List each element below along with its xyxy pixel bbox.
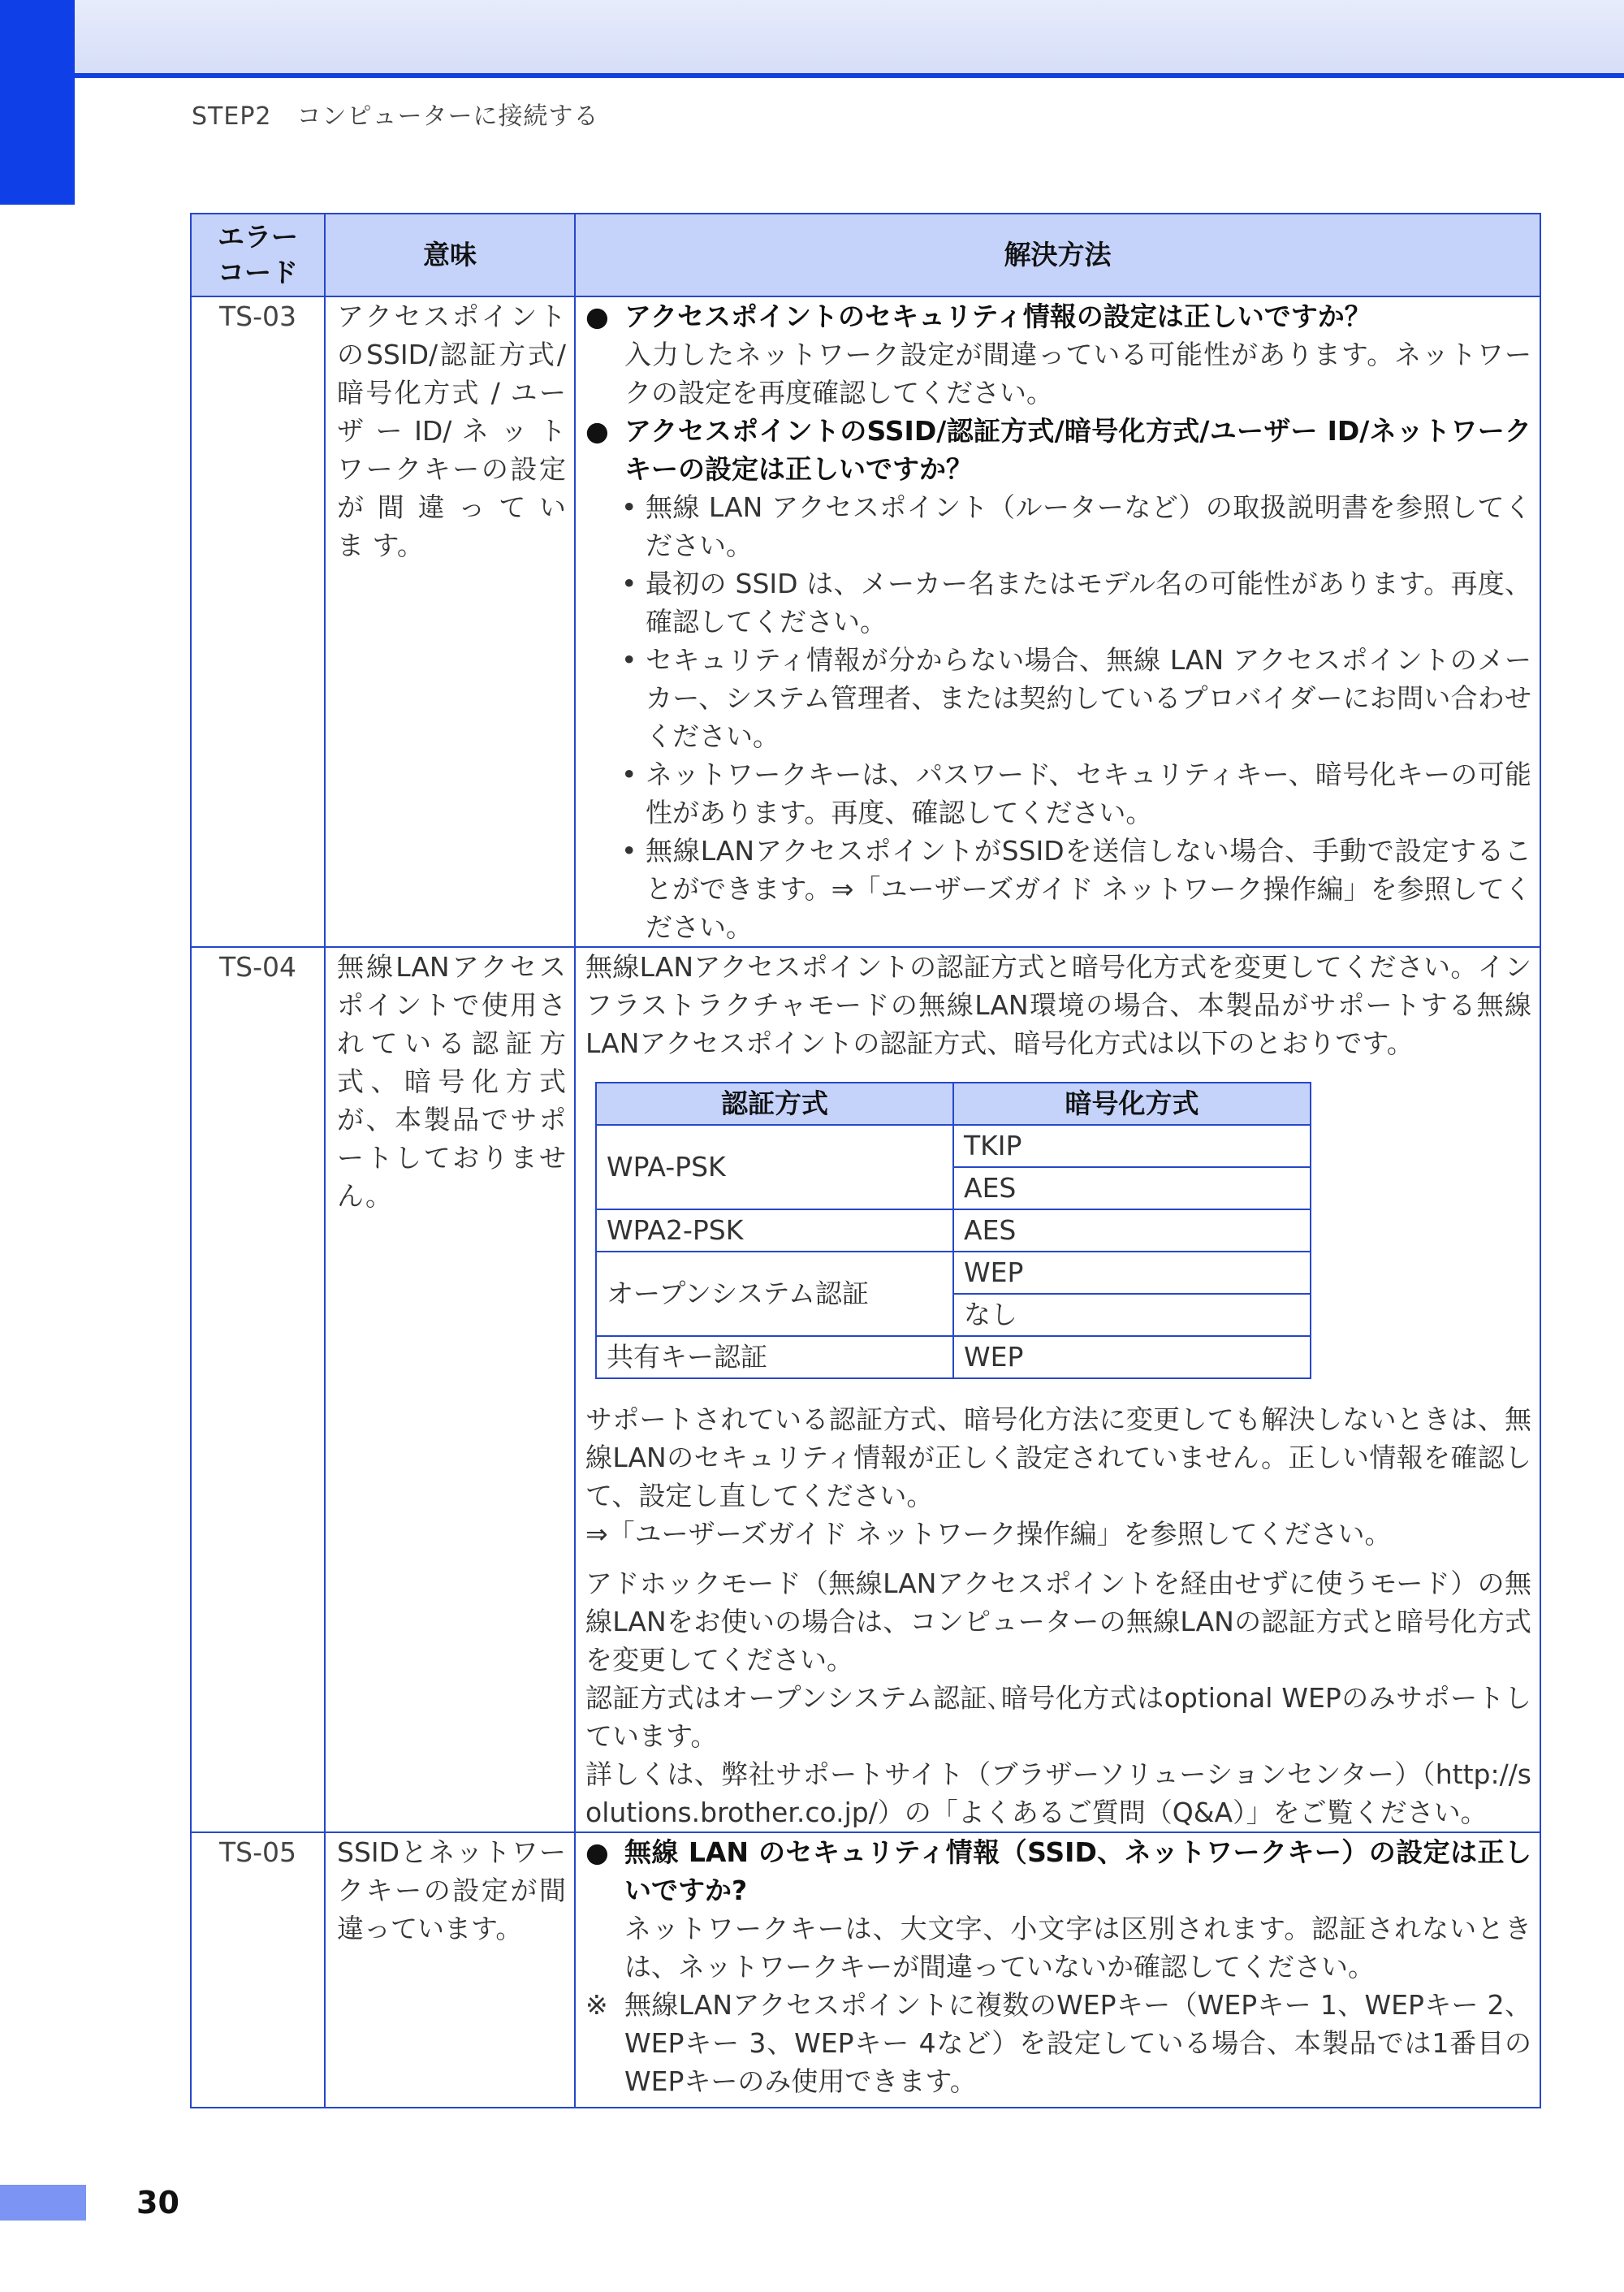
error-meaning: 無線LANアクセスポイントで使用されている認証方式、暗号化方式が、本製品でサポートしておりません。 bbox=[325, 947, 575, 1832]
solution-paragraph: アドホックモード（無線LANアクセスポイントを経由せずに使うモード）の無線LANをお使いの場合は、コンピューターの無線LANの認証方式と暗号化方式を変更してください。 bbox=[585, 1568, 1531, 1676]
header-meaning: 意味 bbox=[325, 214, 575, 296]
solution-paragraph: 認証方式はオープンシステム認証､暗号化方式はoptional WEPのみサポートしています。 bbox=[585, 1682, 1531, 1752]
enc-method: WEP bbox=[953, 1336, 1311, 1378]
list-item: • 無線LANアクセスポイントがSSIDを送信しない場合、手動で設定することができます。⇒「ユーザーズガイド ネットワーク操作編」を参照してください。 bbox=[621, 832, 1531, 946]
table-row bbox=[596, 1209, 1311, 1252]
error-solution bbox=[575, 947, 1540, 1832]
note bbox=[585, 1986, 1531, 2100]
table-row bbox=[191, 1832, 1540, 2108]
enc-method: なし bbox=[953, 1294, 1311, 1336]
enc-header: 暗号化方式 bbox=[953, 1083, 1311, 1125]
header-tab bbox=[0, 0, 75, 205]
bullet-dot-icon: • bbox=[621, 759, 637, 790]
answer-text: ネットワークキーは、大文字、小文字は区別されます。認証されないときは、ネットワークキーが間違っていないか確認してください。 bbox=[624, 1913, 1531, 1983]
paragraph-gap bbox=[585, 1553, 1531, 1564]
auth-table-header-row bbox=[596, 1083, 1311, 1125]
enc-method: WEP bbox=[953, 1252, 1311, 1294]
table-row bbox=[191, 296, 1540, 947]
error-solution bbox=[575, 1832, 1540, 2108]
question bbox=[585, 1833, 1531, 1909]
header-solution: 解決方法 bbox=[575, 214, 1540, 296]
circle-bullet-icon: ● bbox=[585, 415, 609, 447]
auth-method: WPA2-PSK bbox=[596, 1209, 953, 1252]
enc-method: TKIP bbox=[953, 1125, 1311, 1167]
enc-method: AES bbox=[953, 1209, 1311, 1252]
auth-method: オープンシステム認証 bbox=[596, 1252, 953, 1336]
step-heading: STEP2 コンピューターに接続する bbox=[192, 102, 599, 131]
bullet-dot-icon: • bbox=[621, 491, 637, 523]
error-meaning: SSIDとネットワークキーの設定が間違っています。 bbox=[325, 1832, 575, 2108]
auth-header: 認証方式 bbox=[596, 1083, 953, 1125]
footer-bar bbox=[0, 2185, 86, 2221]
header-code: エラー コード bbox=[191, 214, 325, 296]
question-text: 無線 LAN のセキュリティ情報（SSID、ネットワークキー）の設定は正しいですか? bbox=[624, 1836, 1531, 1906]
question bbox=[585, 412, 1531, 488]
header-band bbox=[0, 0, 1624, 78]
list-item: • 最初の SSID は、メーカー名またはモデル名の可能性があります。再度、確認してください。 bbox=[621, 564, 1531, 641]
error-meaning: アクセスポイントのSSID/認証方式/暗号化方式 / ユーザ ー ID/ ネ ッ ト ワークキーの設定が 間 違 っ て い ま す。 bbox=[325, 296, 575, 947]
bullet-list bbox=[585, 488, 1531, 946]
table-row bbox=[596, 1125, 1311, 1167]
list-item: • ネットワークキーは、パスワード、セキュリティキー、暗号化キーの可能性があります。再度、確認してください。 bbox=[621, 755, 1531, 832]
error-code: TS-04 bbox=[191, 947, 325, 1832]
auth-method: 共有キー認証 bbox=[596, 1336, 953, 1378]
answer-text: 入力したネットワーク設定が間違っている可能性があります。ネットワークの設定を再度確認してください。 bbox=[624, 339, 1531, 409]
question bbox=[585, 297, 1531, 335]
bullet-dot-icon: • bbox=[621, 835, 637, 867]
error-solution bbox=[575, 296, 1540, 947]
question-text: アクセスポイントのセキュリティ情報の設定は正しいですか？ bbox=[624, 301, 1371, 332]
enc-method: AES bbox=[953, 1167, 1311, 1209]
table-row bbox=[596, 1336, 1311, 1378]
auth-method: WPA-PSK bbox=[596, 1125, 953, 1209]
note-text: 無線LANアクセスポイントに複数のWEPキー（WEPキー 1、WEPキー 2、WEPキー 3、WEPキー 4など）を設定している場合、本製品では1番目のWEPキーのみ使用できます。 bbox=[624, 1989, 1531, 2097]
circle-bullet-icon: ● bbox=[585, 1836, 609, 1868]
page-number: 30 bbox=[136, 2185, 179, 2221]
solution-intro: 無線LANアクセスポイントの認証方式と暗号化方式を変更してください。インフラストラクチャモードの無線LAN環境の場合、本製品がサポートする無線LANアクセスポイントの認証方式、暗号化方式は以下のとおりです。 bbox=[585, 951, 1531, 1059]
error-code: TS-03 bbox=[191, 296, 325, 947]
list-item: • セキュリティ情報が分からない場合、無線 LAN アクセスポイントのメーカー、システム管理者、または契約しているプロバイダーにお問い合わせください。 bbox=[621, 641, 1531, 755]
auth-method-table bbox=[595, 1082, 1311, 1379]
error-code-table bbox=[190, 213, 1541, 2108]
table-row bbox=[191, 947, 1540, 1832]
bullet-dot-icon: • bbox=[621, 568, 637, 599]
bullet-dot-icon: • bbox=[621, 644, 637, 676]
circle-bullet-icon: ● bbox=[585, 301, 609, 332]
note-mark-icon: ※ bbox=[585, 1989, 608, 2021]
support-site-text: 詳しくは、弊社サポートサイト（ブラザーソリューションセンター）（http://solutions.brother.co.jp/）の「よくあるご質問（Q&A）」をご覧ください。 bbox=[585, 1758, 1531, 1828]
error-code: TS-05 bbox=[191, 1832, 325, 2108]
table-header-row bbox=[191, 214, 1540, 296]
table-row bbox=[596, 1252, 1311, 1294]
solution-paragraph: サポートされている認証方式、暗号化方法に変更しても解決しないときは、無線LANのセキュリティ情報が正しく設定されていません。正しい情報を確認して、設定し直してください。 bbox=[585, 1403, 1531, 1511]
question-text: アクセスポイントのSSID/認証方式/暗号化方式/ユーザー ID/ネットワークキーの設定は正しいですか？ bbox=[624, 415, 1531, 485]
list-item: • 無線 LAN アクセスポイント（ルーターなど）の取扱説明書を参照してください。 bbox=[621, 488, 1531, 564]
manual-reference: ⇒「ユーザーズガイド ネットワーク操作編」を参照してください。 bbox=[585, 1518, 1392, 1550]
